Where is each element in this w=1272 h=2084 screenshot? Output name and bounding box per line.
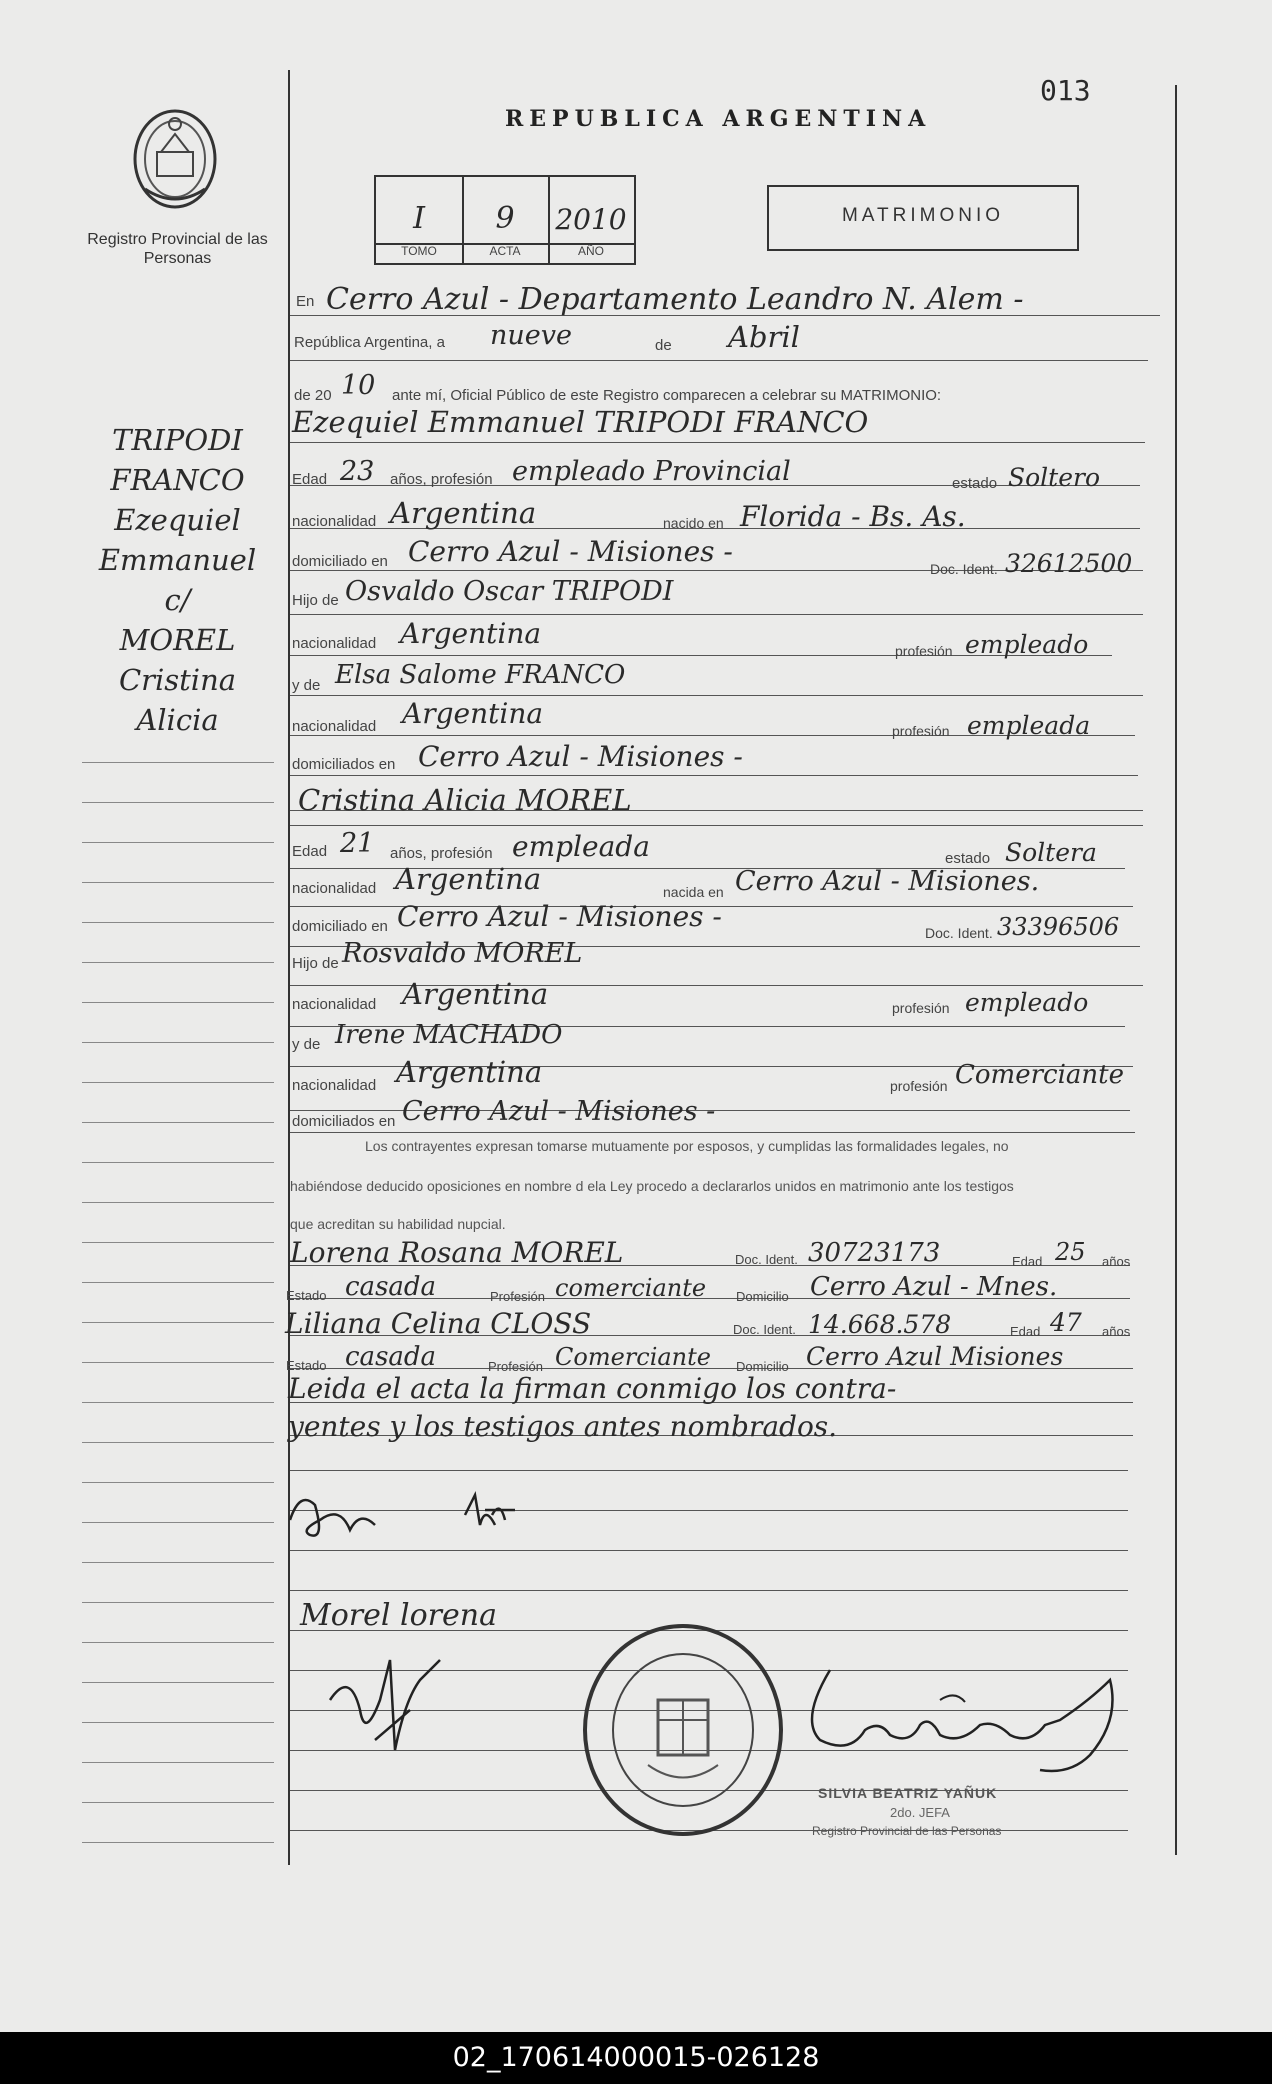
ruled-line [290,614,1143,615]
label-nacionalidad: nacionalidad [292,718,377,735]
witness-age: 25 [1055,1238,1086,1266]
label-profesion: profesión [890,1078,948,1094]
label-doc-ident: Doc. Ident. [735,1252,798,1267]
label-domiciliados-en: domiciliados en [292,1113,396,1130]
ruled-line [290,1470,1128,1471]
groom-birthplace: Florida - Bs. As. [740,500,966,533]
bride-profession: empleada [512,830,650,863]
margin-rule-line [82,1002,274,1003]
margin-rule-line [82,1762,274,1763]
acta-value: 9 [495,201,515,236]
witness-address: Cerro Azul - Mnes. [810,1272,1058,1302]
registry-name: Registro Provincial de las Personas [87,231,268,267]
officer-title: 2do. JEFA [890,1805,950,1820]
margin-note-line: Cristina [118,663,237,697]
margin-rule-line [82,1322,274,1323]
label-domicilio: Domicilio [736,1359,789,1374]
margin-rule-line [82,1362,274,1363]
margin-rule-line [82,1722,274,1723]
label-profesion: profesión [892,1000,950,1016]
footer-code: 02_170614000015-026128 [0,2032,1272,2084]
witness-name: Liliana Celina CLOSS [285,1307,592,1340]
bride-mother-nationality: Argentina [396,1055,543,1089]
label-anos: años [1102,1254,1131,1269]
margin-note-line: FRANCO [110,463,245,497]
margin-rule-line [82,1442,274,1443]
label-estado: estado [952,475,998,492]
margin-note-line: TRIPODI [112,423,243,457]
officer-signature [790,1660,1140,1790]
margin-note-line: c/ [164,583,191,617]
officer-name: SILVIA BEATRIZ YAÑUK [818,1785,998,1801]
groom-mother-nationality: Argentina [402,697,544,730]
margin-rule-line [82,762,274,763]
groom-status: Soltero [1008,463,1101,492]
witness-profession: Comerciante [555,1343,711,1371]
margin-rule-line [82,1562,274,1563]
witness-doc: 14.668.578 [808,1310,952,1339]
label-nacionalidad: nacionalidad [292,1077,377,1094]
country-title: REPUBLICA ARGENTINA [505,106,932,132]
closing-line: yentes y los testigos antes nombrados. [288,1410,838,1443]
bride-parents-address: Cerro Azul - Misiones - [402,1096,716,1127]
label-hijo-de: Hijo de [292,592,339,609]
ruled-line [290,442,1145,443]
label-edad: Edad [292,843,328,860]
margin-rule-line [82,1842,274,1843]
groom-address: Cerro Azul - Misiones - [408,535,733,568]
tomo-acta-anio-box [374,175,636,265]
legal-text-line: habiéndose deducido oposiciones en nombre d ela Ley procedo a declararlos unidos en matrimonio ante los testigos [290,1178,1014,1194]
label-doc-ident: Doc. Ident. [733,1322,796,1337]
label-anos: años [1102,1324,1131,1339]
ruled-line [290,695,1143,696]
margin-rule-line [82,1122,274,1123]
label-doc-ident: Doc. Ident. [925,925,993,941]
groom-profession: empleado Provincial [512,456,791,487]
groom-age: 23 [340,456,375,487]
legal-text-line: Los contrayentes expresan tomarse mutuamente por esposos, y cumplidas las formalidades legales, no [365,1138,1009,1154]
margin-rule-line [82,1602,274,1603]
margin-rule-line [82,1202,274,1203]
label-y-de: y de [292,1036,321,1053]
label-nacionalidad: nacionalidad [292,513,377,530]
ruled-line [290,360,1148,361]
margin-rule-line [82,962,274,963]
label-de: de [655,337,672,354]
margin-note-line: MOREL [119,623,236,657]
margin-rule-line [82,1642,274,1643]
ruled-line [290,1132,1135,1133]
margin-rule-line [82,842,274,843]
groom-parents-address: Cerro Azul - Misiones - [418,740,743,773]
label-y-de: y de [292,677,321,694]
witness-name: Lorena Rosana MOREL [290,1236,624,1269]
bride-mother-profession: Comerciante [955,1060,1124,1090]
witness-age: 47 [1050,1308,1082,1337]
matrimonio-box [767,185,1079,251]
ruled-line [290,1590,1128,1591]
margin-rule-line [82,1242,274,1243]
official-seal [578,1620,788,1840]
tomo-label: TOMO [401,244,437,258]
right-border-line [1175,85,1177,1855]
ruled-line [290,775,1138,776]
margin-line [288,70,290,1865]
margin-note-line: Emmanuel [98,543,257,577]
tomo-value: I [413,201,425,236]
bride-father-nationality: Argentina [402,977,549,1011]
label-nacida-en: nacida en [663,884,724,900]
bride-mother: Irene MACHADO [335,1020,563,1050]
label-domicilio: Domicilio [736,1289,789,1304]
coat-of-arms-logo [125,104,225,214]
label-nacionalidad: nacionalidad [292,996,377,1013]
label-profesion: profesión [895,643,953,659]
margin-note-line: Ezequiel [114,503,241,537]
record-type: MATRIMONIO [841,205,1005,226]
groom-mother-profession: empleada [967,711,1091,740]
witness-status: casada [345,1342,437,1372]
bride-father: Rosvaldo MOREL [342,938,583,969]
acta-label: ACTA [489,244,521,258]
label-doc-ident: Doc. Ident. [930,561,998,577]
label-domiciliado-en: domiciliado en [292,553,388,570]
act-year-suffix: 10 [341,370,376,401]
groom-doc: 32612500 [1005,549,1133,578]
signature-contrayentes [280,1480,540,1560]
margin-rule-line [82,1482,274,1483]
bride-father-profession: empleado [965,988,1089,1017]
margin-rule-line [82,882,274,883]
margin-rule-line [82,1402,274,1403]
label-profesion: Profesión [488,1359,543,1374]
ruled-line [290,825,1143,826]
witness-signature-text: Morel lorena [300,1598,497,1633]
margin-rule-line [82,1082,274,1083]
officer-office: Registro Provincial de las Personas [812,1824,1002,1838]
label-ante-mi: ante mí, Oficial Público de este Registro comparecen a celebrar su MATRIMONIO: [392,387,942,404]
bride-status: Soltera [1005,838,1097,867]
margin-note-line: Alicia [136,703,219,737]
anio-label: AÑO [577,244,604,258]
label-anos-profesion: años, profesión [390,471,493,488]
act-day: nueve [490,320,572,351]
label-republica: República Argentina, a [294,334,445,351]
anio-value: 2010 [555,203,627,236]
label-edad: Edad [1012,1254,1043,1269]
label-estado: Estado [286,1358,327,1373]
groom-mother: Elsa Salome FRANCO [335,660,626,690]
label-nacido-en: nacido en [663,515,724,531]
margin-note [70,420,285,740]
label-estado: Estado [286,1288,327,1303]
signature-witness [320,1640,460,1760]
witness-profession: comerciante [555,1274,707,1302]
label-domiciliados-en: domiciliados en [292,756,396,773]
margin-rule-line [82,922,274,923]
margin-rule-line [82,1682,274,1683]
label-hijo-de: Hijo de [292,955,339,972]
margin-rule-line [82,1802,274,1803]
witness-address: Cerro Azul Misiones [806,1342,1064,1371]
bride-nationality: Argentina [395,862,542,896]
margin-rule-line [82,1282,274,1283]
label-nacionalidad: nacionalidad [292,635,377,652]
label-en: En [296,293,315,310]
label-nacionalidad: nacionalidad [292,880,377,897]
margin-rule-line [82,1162,274,1163]
label-de20: de 20 [294,387,332,404]
witness-status: casada [345,1272,437,1302]
groom-name: Ezequiel Emmanuel TRIPODI FRANCO [292,405,869,439]
legal-text-line: que acreditan su habilidad nupcial. [290,1216,506,1232]
witness-doc: 30723173 [808,1238,941,1268]
margin-rule-line [82,802,274,803]
label-estado: estado [945,850,991,867]
groom-nationality: Argentina [390,496,537,530]
label-domiciliado-en: domiciliado en [292,918,388,935]
groom-father: Osvaldo Oscar TRIPODI [345,576,674,607]
label-profesion: Profesión [490,1289,545,1304]
label-profesion: profesión [892,723,950,739]
margin-rule-line [82,1042,274,1043]
bride-birthplace: Cerro Azul - Misiones. [735,866,1040,897]
bride-doc: 33396506 [997,913,1120,941]
bride-name: Cristina Alicia MOREL [298,783,632,817]
label-edad: Edad [1010,1324,1041,1339]
page-number: 013 [1040,74,1091,107]
groom-father-nationality: Argentina [400,617,542,650]
act-place: Cerro Azul - Departamento Leandro N. Alem - [326,282,1024,317]
bride-address: Cerro Azul - Misiones - [397,900,722,933]
margin-rule-line [82,1522,274,1523]
label-anos-profesion: años, profesión [390,845,493,862]
label-edad: Edad [292,471,328,488]
closing-line: Leida el acta la firman conmigo los contra- [288,1372,897,1405]
bride-age: 21 [340,828,375,859]
groom-father-profession: empleado [965,630,1089,659]
act-month: Abril [728,320,800,354]
